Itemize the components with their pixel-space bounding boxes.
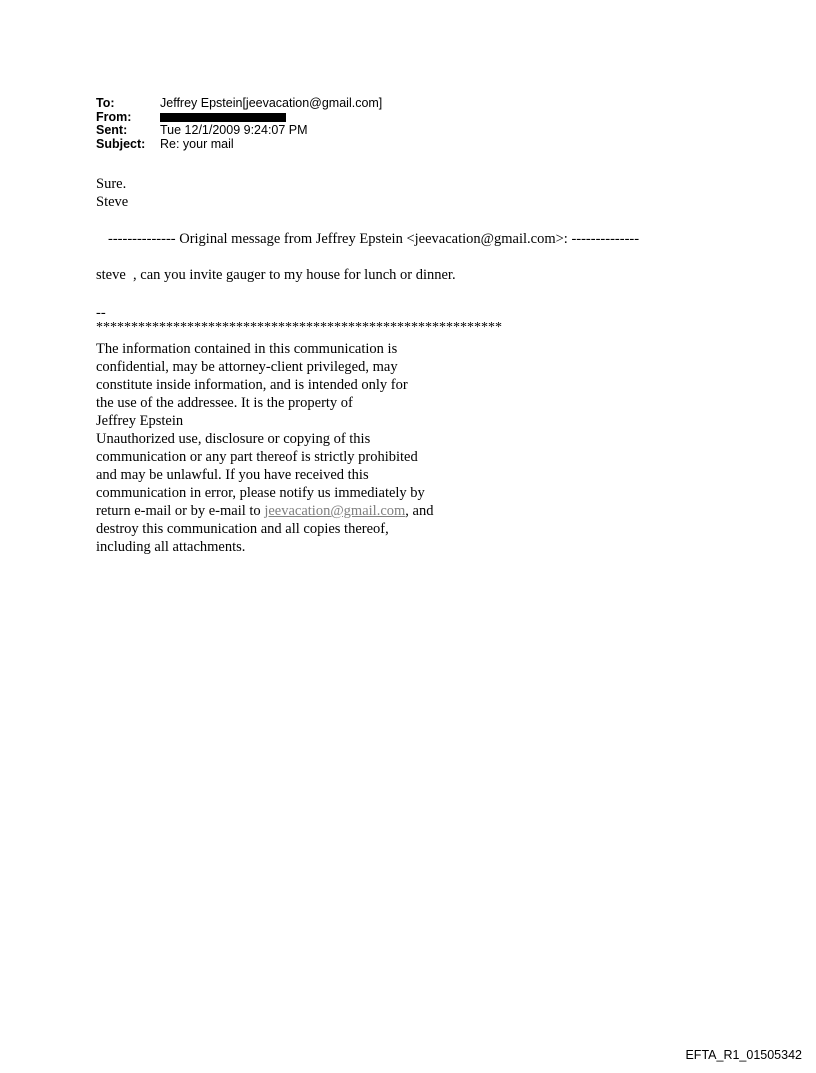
disclaimer-line: constitute inside information, and is intended only for: [96, 377, 408, 393]
confidentiality-disclaimer: [96, 340, 496, 556]
disclaimer-line: communication or any part thereof is strictly prohibited: [96, 449, 418, 465]
to-value: Jeffrey Epstein[jeevacation@gmail.com]: [160, 96, 383, 110]
disclaimer-line: including all attachments.: [96, 539, 246, 555]
email-link[interactable]: jeevacation@gmail.com: [264, 503, 406, 519]
disclaimer-line: Jeffrey Epstein: [96, 413, 184, 429]
disclaimer-line: confidential, may be attorney-client privileged, may: [96, 359, 398, 375]
disclaimer-line: destroy this communication and all copies thereof,: [96, 521, 389, 537]
signature-separator: --: [96, 305, 106, 321]
subject-row: [96, 138, 382, 152]
disclaimer-line: and may be unlawful. If you have received this: [96, 467, 369, 483]
sent-value: Tue 12/1/2009 9:24:07 PM: [160, 123, 308, 137]
sent-row: [96, 124, 382, 138]
to-row: [96, 97, 382, 111]
reply-line: Sure.: [96, 176, 127, 192]
return-suffix: , and: [405, 503, 434, 519]
from-redaction-bar: [160, 113, 286, 122]
disclaimer-line-with-link: [96, 502, 496, 520]
disclaimer-line: the use of the addressee. It is the property of: [96, 395, 353, 411]
asterisk-separator: **********************************************************: [96, 320, 502, 335]
from-label: From:: [96, 109, 132, 124]
reply-text: [96, 175, 128, 211]
document-id: EFTA_R1_01505342: [685, 1048, 802, 1062]
original-message-text: steve , can you invite gauger to my house for lunch or dinner.: [96, 267, 456, 283]
sent-label: Sent:: [96, 123, 128, 137]
disclaimer-line: Unauthorized use, disclosure or copying of this: [96, 431, 371, 447]
disclaimer-line: communication in error, please notify us immediately by: [96, 485, 425, 501]
reply-signature: Steve: [96, 194, 129, 210]
email-header: [96, 97, 382, 151]
disclaimer-line: The information contained in this communication is: [96, 341, 398, 357]
subject-value: Re: your mail: [160, 136, 234, 151]
from-row: [96, 111, 382, 125]
subject-label: Subject:: [96, 136, 146, 151]
to-label: To:: [96, 96, 115, 110]
return-prefix: return e-mail or by e-mail to: [96, 503, 265, 519]
original-message-divider: -------------- Original message from Jeffrey Epstein <jeevacation@gmail.com>: --------------: [108, 231, 640, 247]
